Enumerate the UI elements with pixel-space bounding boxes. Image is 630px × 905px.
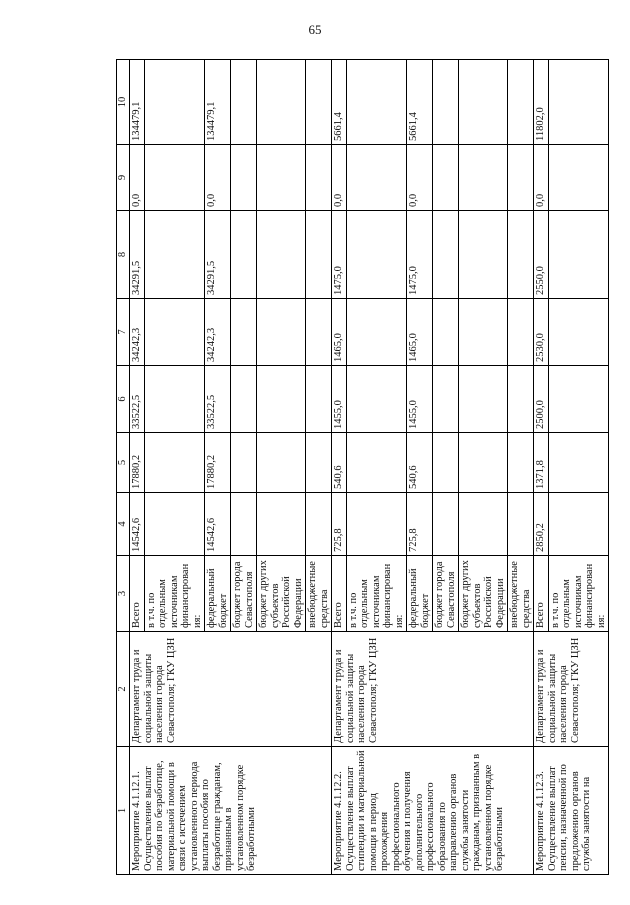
value-cell <box>144 493 205 556</box>
value-cell <box>346 211 407 299</box>
source-cell: бюджет других субъектов Российской Федерации <box>257 556 306 632</box>
value-cell: 0,0 <box>534 145 549 211</box>
value-cell <box>231 145 257 211</box>
value-cell: 1455,0 <box>407 366 433 433</box>
value-cell <box>459 60 508 145</box>
header-cell-3: 3 <box>117 556 130 632</box>
value-cell: 0,0 <box>130 145 145 211</box>
value-cell <box>459 145 508 211</box>
executor-cell: Департамент труда и социальной защиты населения города Севастополя; ГКУ ЦЗН <box>534 632 609 747</box>
source-cell: внебюджетные средства <box>306 556 332 632</box>
value-cell <box>346 299 407 366</box>
header-row <box>117 60 130 875</box>
value-cell <box>257 493 306 556</box>
header-cell-1: 1 <box>117 747 130 875</box>
source-cell: в т.ч. по отдельным источникам финансирования: <box>144 556 205 632</box>
value-cell <box>231 493 257 556</box>
value-cell <box>257 211 306 299</box>
value-cell <box>548 211 609 299</box>
value-cell <box>231 60 257 145</box>
value-cell: 1371,8 <box>534 433 549 493</box>
value-cell <box>508 366 534 433</box>
source-cell: внебюджетные средства <box>508 556 534 632</box>
value-cell: 17880,2 <box>130 433 145 493</box>
value-cell: 14542,6 <box>130 493 145 556</box>
rotated-table-wrapper <box>116 60 607 875</box>
source-cell: Всего <box>534 556 549 632</box>
header-cell-10: 10 <box>117 60 130 145</box>
value-cell <box>548 60 609 145</box>
value-cell <box>459 433 508 493</box>
value-cell: 134479,1 <box>130 60 145 145</box>
value-cell <box>257 60 306 145</box>
value-cell: 2850,2 <box>534 493 549 556</box>
value-cell <box>306 145 332 211</box>
value-cell: 1475,0 <box>407 211 433 299</box>
value-cell <box>508 433 534 493</box>
table-row <box>534 60 549 875</box>
value-cell: 5661,4 <box>407 60 433 145</box>
value-cell <box>257 145 306 211</box>
value-cell <box>257 299 306 366</box>
value-cell: 1465,0 <box>407 299 433 366</box>
value-cell <box>144 211 205 299</box>
value-cell: 0,0 <box>332 145 347 211</box>
measure-cell: Мероприятие 4.1.12.1. Осуществление выплат пособия по безработице, материальной помощи в связи с истечением установленного периода выплаты пособия по безработице гражданам, признанным в установленном порядке безработными <box>130 747 332 875</box>
value-cell: 2530,0 <box>534 299 549 366</box>
value-cell: 14542,6 <box>205 493 231 556</box>
value-cell <box>508 60 534 145</box>
value-cell <box>459 299 508 366</box>
header-cell-4: 4 <box>117 493 130 556</box>
value-cell: 11802,0 <box>534 60 549 145</box>
source-cell: бюджет других субъектов Российской Федерации <box>459 556 508 632</box>
page-number: 65 <box>308 22 322 37</box>
value-cell <box>306 60 332 145</box>
executor-cell: Департамент труда и социальной защиты населения города Севастополя; ГКУ ЦЗН <box>332 632 534 747</box>
value-cell <box>231 433 257 493</box>
value-cell: 725,8 <box>332 493 347 556</box>
header-cell-2: 2 <box>117 632 130 747</box>
value-cell <box>346 433 407 493</box>
value-cell <box>508 299 534 366</box>
value-cell <box>144 366 205 433</box>
header-cell-8: 8 <box>117 211 130 299</box>
value-cell: 34291,5 <box>205 211 231 299</box>
value-cell <box>231 211 257 299</box>
value-cell <box>508 145 534 211</box>
value-cell: 134479,1 <box>205 60 231 145</box>
header-cell-9: 9 <box>117 145 130 211</box>
value-cell <box>433 433 459 493</box>
value-cell: 0,0 <box>407 145 433 211</box>
value-cell <box>433 211 459 299</box>
value-cell <box>459 211 508 299</box>
value-cell: 1455,0 <box>332 366 347 433</box>
value-cell <box>346 493 407 556</box>
value-cell <box>459 366 508 433</box>
measure-cell: Мероприятие 4.1.12.3. Осуществление выплат пенсии, назначенной по предложению органов службы занятости на <box>534 747 609 875</box>
executor-cell: Департамент труда и социальной защиты населения города Севастополя; ГКУ ЦЗН <box>130 632 332 747</box>
value-cell <box>346 145 407 211</box>
rotated-table-area <box>116 60 607 875</box>
value-cell: 33522,5 <box>205 366 231 433</box>
header-cell-5: 5 <box>117 433 130 493</box>
value-cell <box>306 433 332 493</box>
value-cell: 5661,4 <box>332 60 347 145</box>
source-cell: Всего <box>130 556 145 632</box>
value-cell <box>433 60 459 145</box>
value-cell <box>346 60 407 145</box>
value-cell: 540,6 <box>407 433 433 493</box>
value-cell <box>508 211 534 299</box>
source-cell: Всего <box>332 556 347 632</box>
table-row <box>332 60 347 875</box>
value-cell: 33522,5 <box>130 366 145 433</box>
value-cell <box>433 366 459 433</box>
value-cell <box>306 493 332 556</box>
value-cell: 17880,2 <box>205 433 231 493</box>
source-cell: федеральный бюджет <box>205 556 231 632</box>
value-cell <box>433 145 459 211</box>
source-cell: бюджет города Севастополя <box>433 556 459 632</box>
value-cell: 1465,0 <box>332 299 347 366</box>
value-cell: 2550,0 <box>534 211 549 299</box>
value-cell <box>144 433 205 493</box>
value-cell <box>144 60 205 145</box>
value-cell: 0,0 <box>205 145 231 211</box>
value-cell <box>231 299 257 366</box>
value-cell: 725,8 <box>407 493 433 556</box>
source-cell: бюджет города Севастополя <box>231 556 257 632</box>
value-cell <box>548 493 609 556</box>
source-cell: федеральный бюджет <box>407 556 433 632</box>
value-cell: 34242,3 <box>205 299 231 366</box>
value-cell <box>548 366 609 433</box>
value-cell: 2500,0 <box>534 366 549 433</box>
value-cell <box>433 493 459 556</box>
source-cell: в т.ч. по отдельным источникам финансирования: <box>548 556 609 632</box>
value-cell <box>548 299 609 366</box>
financing-table <box>116 59 609 875</box>
header-cell-7: 7 <box>117 299 130 366</box>
value-cell: 540,6 <box>332 433 347 493</box>
value-cell <box>306 299 332 366</box>
value-cell <box>231 366 257 433</box>
value-cell <box>306 211 332 299</box>
value-cell <box>257 433 306 493</box>
source-cell: в т.ч. по отдельным источникам финансирования: <box>346 556 407 632</box>
value-cell: 1475,0 <box>332 211 347 299</box>
value-cell <box>508 493 534 556</box>
measure-cell: Мероприятие 4.1.12.2. Осуществление выплат стипендии и материальной помощи в период прохождения профессионального обучения и получения дополнительного профессионального образования по направлению органов службы занятости гражданам, признанным в установленном порядке безработными <box>332 747 534 875</box>
value-cell <box>548 145 609 211</box>
value-cell: 34291,5 <box>130 211 145 299</box>
header-cell-6: 6 <box>117 366 130 433</box>
value-cell <box>548 433 609 493</box>
value-cell <box>257 366 306 433</box>
value-cell <box>433 299 459 366</box>
value-cell <box>144 299 205 366</box>
value-cell <box>306 366 332 433</box>
value-cell: 34242,3 <box>130 299 145 366</box>
value-cell <box>346 366 407 433</box>
table-row <box>130 60 145 875</box>
value-cell <box>144 145 205 211</box>
value-cell <box>459 493 508 556</box>
